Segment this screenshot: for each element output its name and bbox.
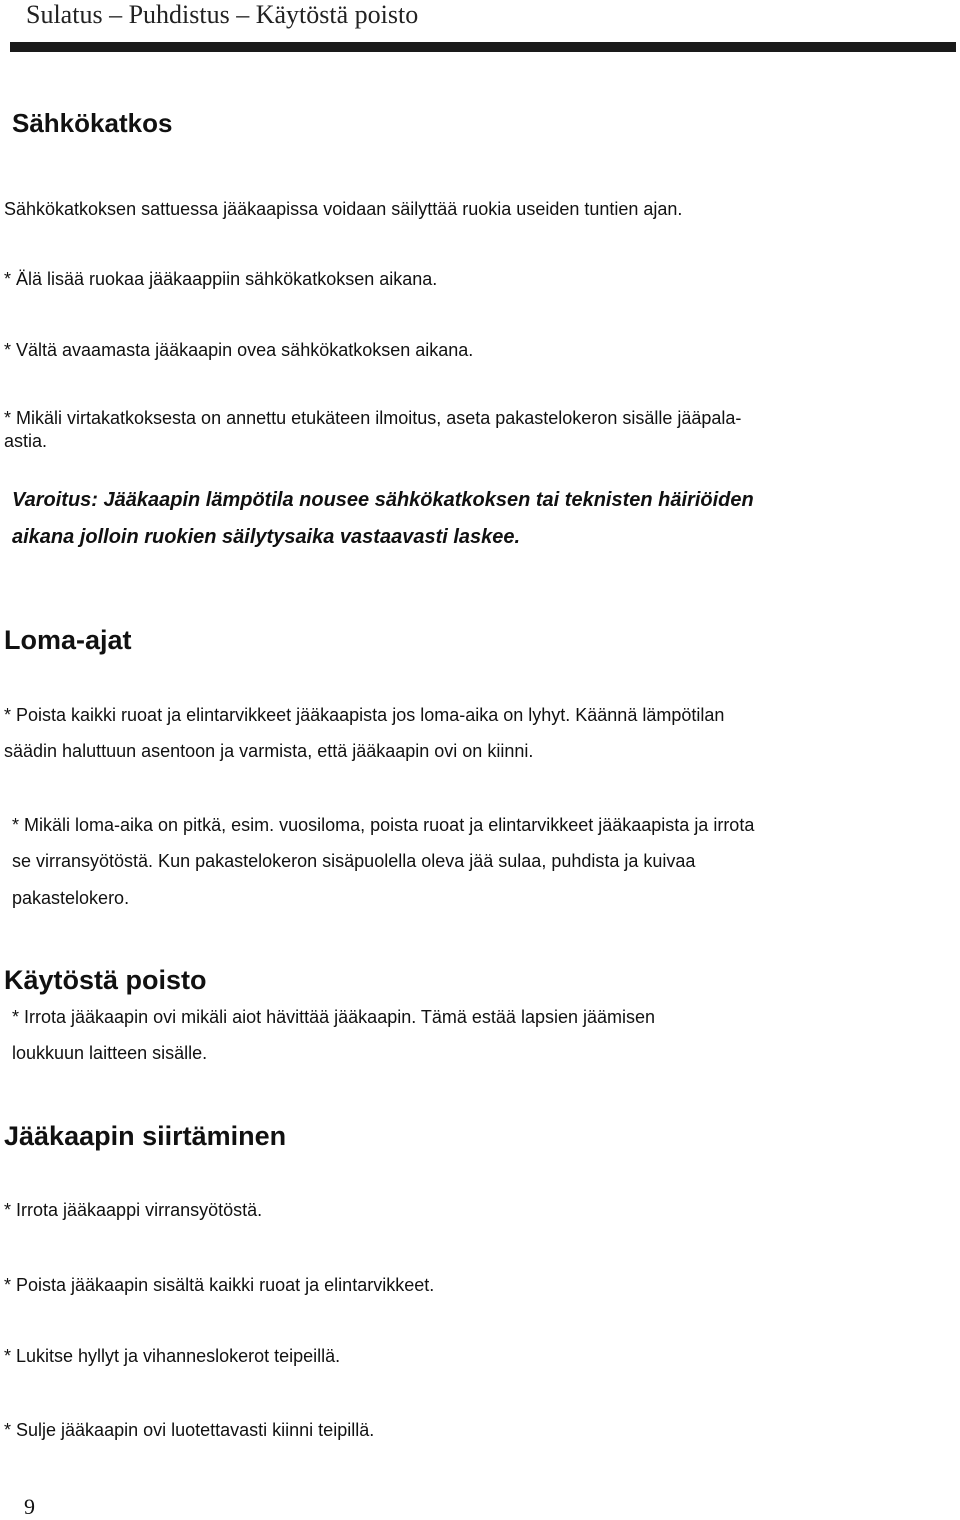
holidays-paragraph2-line1: * Mikäli loma-aika on pitkä, esim. vuosiloma, poista ruoat ja elintarvikkeet jääkaapista ja irrota	[12, 815, 755, 835]
moving-item: * Irrota jääkaappi virransyötöstä.	[4, 1200, 263, 1220]
heading-power-outage: Sähkökatkos	[12, 108, 173, 138]
moving-item: * Lukitse hyllyt ja vihanneslokerot teipeillä.	[4, 1346, 341, 1366]
moving-item: * Sulje jääkaapin ovi luotettavasti kiinni teipillä.	[4, 1420, 375, 1440]
holidays-paragraph2-line2: se virransyötöstä. Kun pakastelokeron sisäpuolella oleva jää sulaa, puhdista ja kuivaa	[12, 851, 696, 871]
warning-line2: aikana jolloin ruokien säilytysaika vastaavasti laskee.	[12, 526, 521, 548]
holidays-paragraph1-line2: säädin haluttuun asentoon ja varmista, että jääkaapin ovi on kiinni.	[4, 741, 534, 761]
page-number: 9	[24, 1494, 35, 1519]
page-header-title: Sulatus – Puhdistus – Käytöstä poisto	[26, 0, 419, 29]
power-outage-item: * Älä lisää ruokaa jääkaappiin sähkökatkoksen aikana.	[4, 269, 438, 289]
heading-moving: Jääkaapin siirtäminen	[4, 1121, 287, 1151]
heading-decommission: Käytöstä poisto	[4, 965, 207, 995]
header-divider	[10, 42, 956, 52]
warning-line1: Varoitus: Jääkaapin lämpötila nousee sähkökatkoksen tai teknisten häiriöiden	[12, 489, 754, 511]
decommission-line1: * Irrota jääkaapin ovi mikäli aiot hävittää jääkaapin. Tämä estää lapsien jäämisen	[12, 1007, 656, 1027]
power-outage-item-line2: astia.	[4, 431, 48, 451]
holidays-paragraph2-line3: pakastelokero.	[12, 888, 130, 908]
power-outage-item: * Vältä avaamasta jääkaapin ovea sähkökatkoksen aikana.	[4, 340, 474, 360]
holidays-paragraph1-line1: * Poista kaikki ruoat ja elintarvikkeet jääkaapista jos loma-aika on lyhyt. Käännä lämpötilan	[4, 705, 725, 725]
decommission-line2: loukkuun laitteen sisälle.	[12, 1043, 208, 1063]
moving-item: * Poista jääkaapin sisältä kaikki ruoat ja elintarvikkeet.	[4, 1275, 435, 1295]
heading-holidays: Loma-ajat	[4, 625, 132, 655]
power-outage-item-line1: * Mikäli virtakatkoksesta on annettu etukäteen ilmoitus, aseta pakastelokeron sisälle jääpala-	[4, 408, 742, 428]
power-outage-intro: Sähkökatkoksen sattuessa jääkaapissa voidaan säilyttää ruokia useiden tuntien ajan.	[4, 199, 683, 219]
